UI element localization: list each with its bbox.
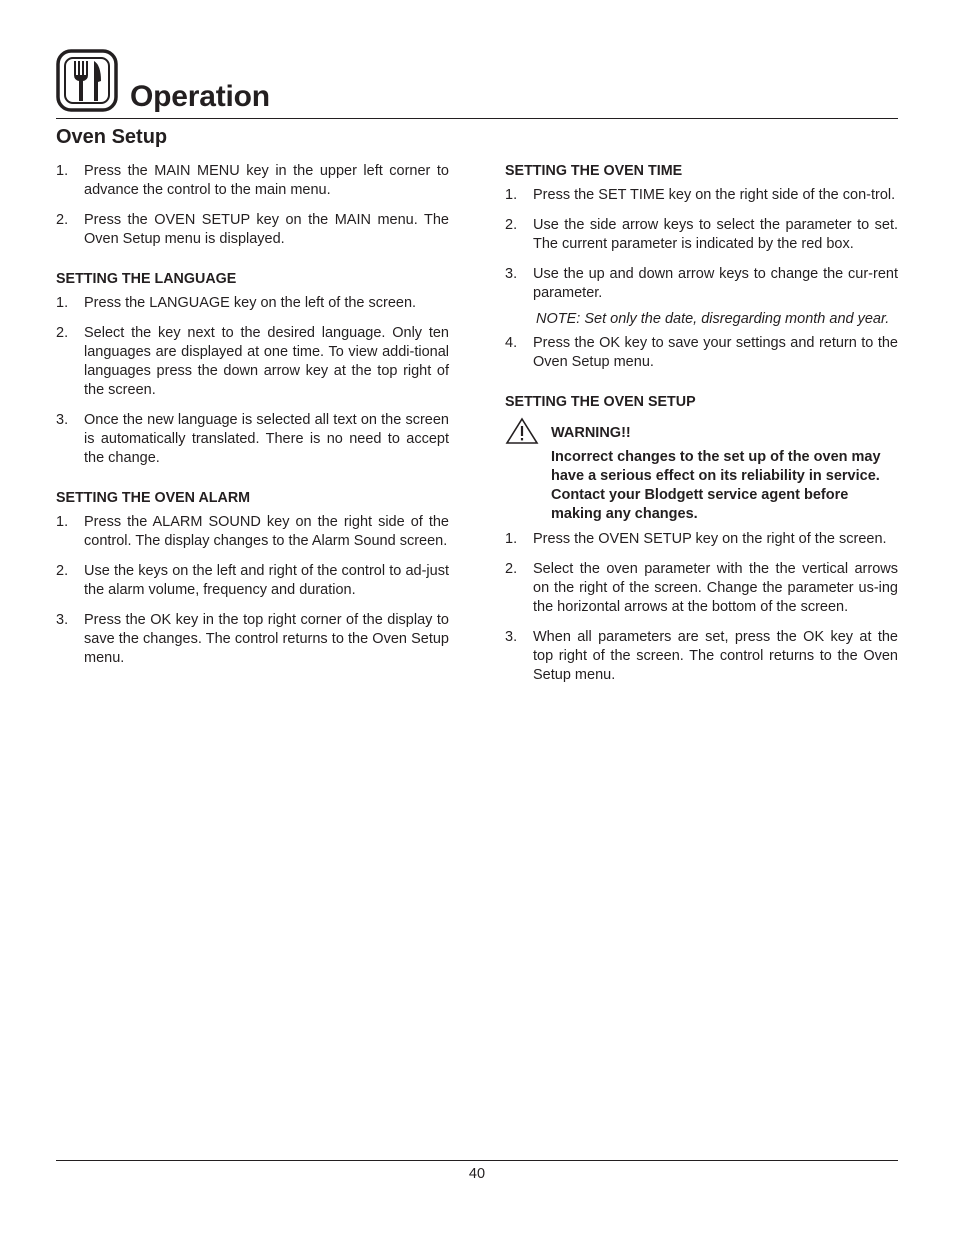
time-list	[505, 186, 898, 303]
item-number: 2.	[56, 325, 69, 341]
item-number: 2.	[56, 212, 69, 228]
list-item	[505, 530, 898, 549]
warning-text: Incorrect changes to the set up of the oven may have a serious effect on its reliability in service. Contact your Blodgett service agent before making any changes.	[551, 449, 881, 522]
item-text: Press the LANGUAGE key on the left of the screen.	[84, 295, 417, 311]
item-text: Press the OK key in the top right corner of the display to save the changes. The control returns to the Oven Setup menu.	[84, 612, 449, 666]
list-item	[505, 265, 898, 303]
item-text: Use the side arrow keys to select the parameter to set. The current parameter is indicated by the red box.	[533, 217, 898, 252]
item-number: 1.	[56, 514, 69, 530]
list-item	[56, 211, 449, 249]
setup-heading: SETTING THE OVEN SETUP	[505, 394, 696, 410]
fork-knife-icon	[56, 49, 118, 112]
item-text: Press the MAIN MENU key in the upper left corner to advance the control to the main menu.	[84, 163, 449, 198]
item-number: 1.	[56, 295, 69, 311]
warning-triangle-icon	[505, 417, 539, 445]
item-number: 2.	[505, 217, 518, 233]
item-text: Press the ALARM SOUND key on the right side of the control. The display changes to the Alarm Sound screen.	[84, 514, 449, 549]
time-note: NOTE: Set only the date, disregarding month and year.	[536, 311, 890, 327]
item-text: Press the SET TIME key on the right side of the con-trol.	[533, 187, 896, 203]
list-item	[56, 294, 449, 313]
alarm-heading: SETTING THE OVEN ALARM	[56, 490, 251, 506]
item-text: When all parameters are set, press the OK key at the top right of the screen. The control returns to the Oven Setup menu.	[533, 629, 898, 683]
language-list	[56, 294, 449, 468]
item-number: 4.	[505, 335, 518, 351]
warning-label: WARNING!!	[551, 425, 631, 441]
item-text: Press the OVEN SETUP key on the MAIN menu. The Oven Setup menu is displayed.	[84, 212, 449, 247]
list-item	[56, 513, 449, 551]
item-text: Press the OVEN SETUP key on the right of the screen.	[533, 531, 887, 547]
item-text: Press the OK key to save your settings and return to the Oven Setup menu.	[533, 335, 898, 370]
list-item	[505, 334, 898, 372]
left-column	[56, 162, 449, 679]
list-item	[505, 560, 898, 617]
item-number: 1.	[56, 163, 69, 179]
list-item	[56, 611, 449, 668]
page-number: 40	[468, 1166, 486, 1182]
list-item	[505, 628, 898, 685]
alarm-list	[56, 513, 449, 668]
item-text: Use the keys on the left and right of the control to ad-just the alarm volume, frequency and duration.	[84, 563, 449, 598]
item-text: Once the new language is selected all text on the screen is automatically translated. There is no need to accept the change.	[84, 412, 449, 466]
list-item	[56, 411, 449, 468]
item-number: 1.	[505, 187, 518, 203]
footer-rule	[56, 1160, 898, 1161]
item-number: 3.	[505, 266, 518, 282]
item-number: 3.	[56, 612, 69, 628]
setup-list	[505, 530, 898, 685]
item-number: 1.	[505, 531, 518, 547]
list-item	[56, 162, 449, 200]
page-title: Operation	[130, 80, 270, 113]
list-item	[505, 186, 898, 205]
right-column	[505, 162, 898, 696]
language-heading: SETTING THE LANGUAGE	[56, 271, 237, 287]
list-item	[505, 216, 898, 254]
header-rule	[56, 118, 898, 119]
warning-box	[505, 424, 898, 524]
item-number: 2.	[505, 561, 518, 577]
item-number: 3.	[56, 412, 69, 428]
item-number: 3.	[505, 629, 518, 645]
item-text: Select the oven parameter with the the vertical arrows on the right of the screen. Change the parameter us-ing the horizontal arrows at the bottom of the screen.	[533, 561, 898, 615]
item-text: Select the key next to the desired language. Only ten languages are displayed at one time. To view addi-tional languages press the down arrow key at the top right of the screen.	[84, 325, 449, 398]
intro-list	[56, 162, 449, 249]
section-title: Oven Setup	[56, 126, 168, 148]
time-heading: SETTING THE OVEN TIME	[505, 163, 683, 179]
list-item	[56, 324, 449, 400]
time-list-continued	[505, 334, 898, 372]
item-number: 2.	[56, 563, 69, 579]
item-text: Use the up and down arrow keys to change the cur-rent parameter.	[533, 266, 898, 301]
list-item	[56, 562, 449, 600]
